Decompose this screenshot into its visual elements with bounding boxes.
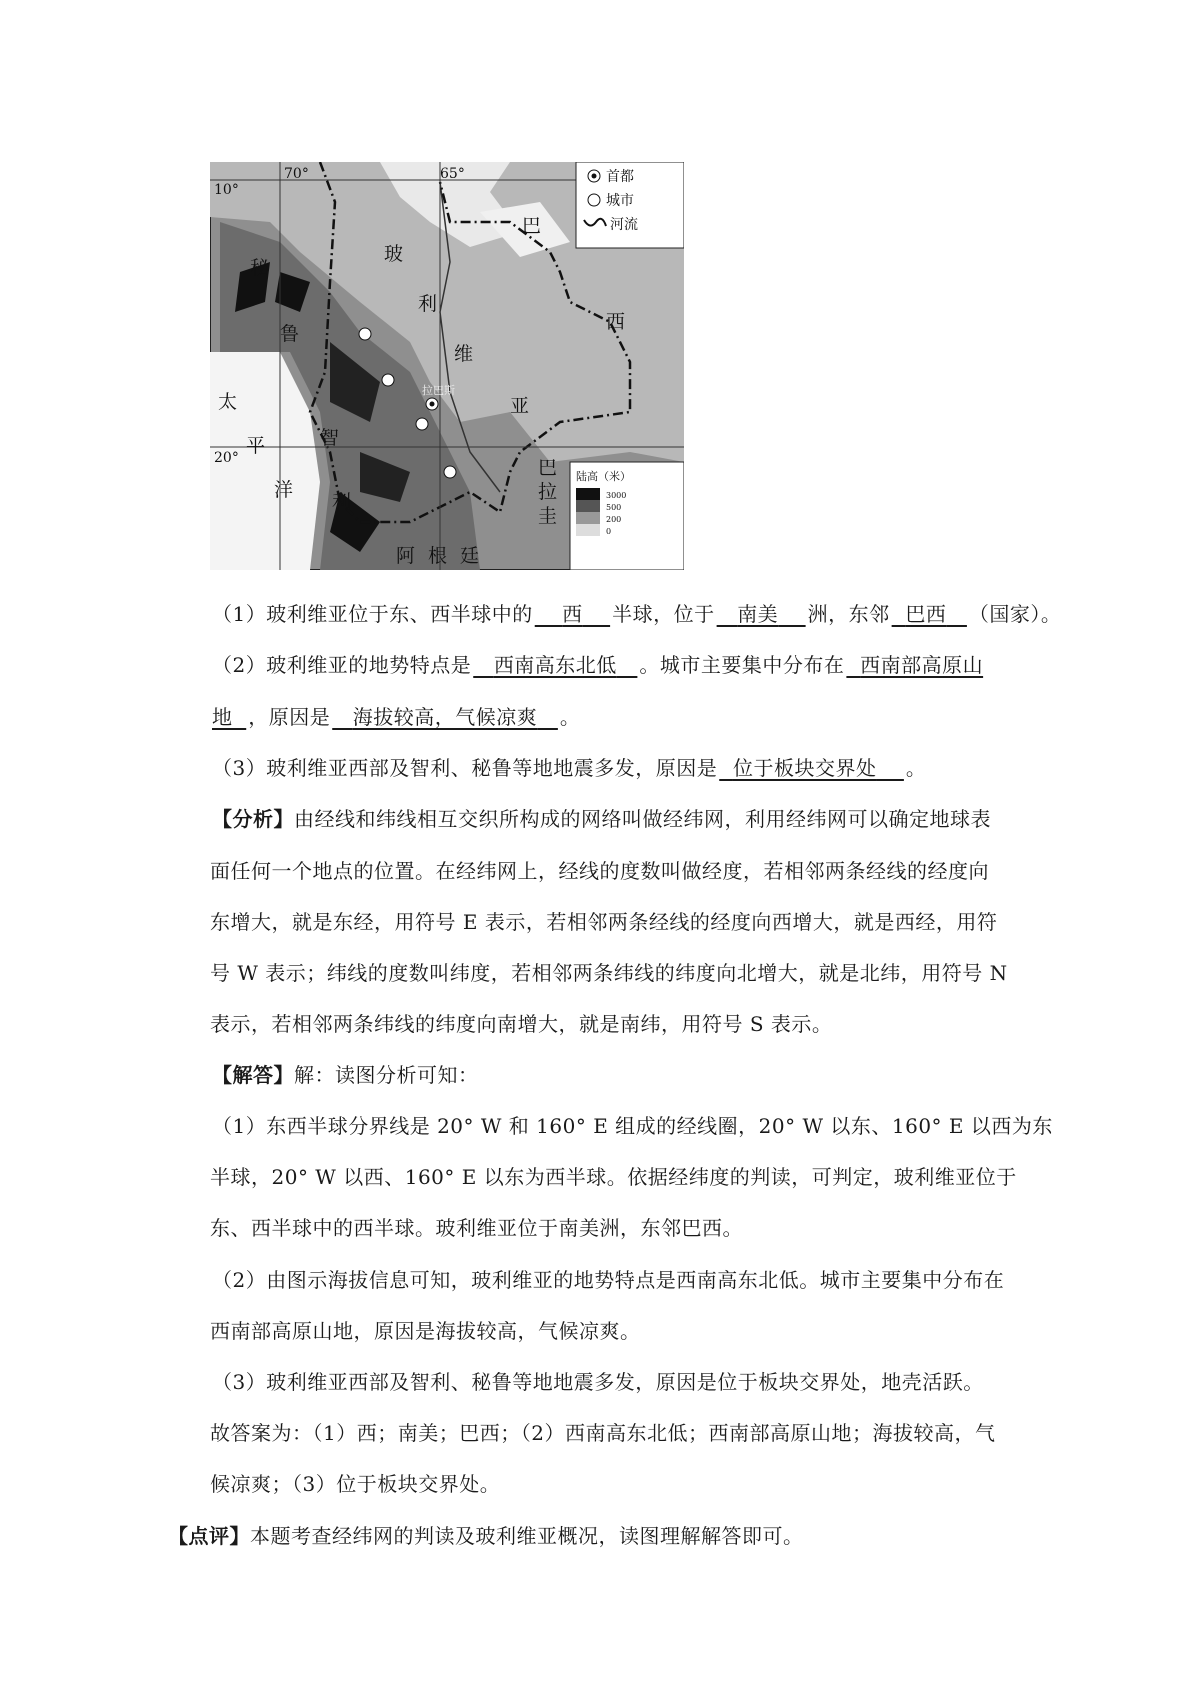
label-peru-2: 鲁 [280,323,300,345]
label-bolivia-3: 维 [454,343,474,365]
solution-line-2: 半球，20° W 以西、160° E 以东为西半球。依据经纬度的判读，可判定，玻利维亚位于 [210,1165,1017,1189]
label-bolivia-4: 亚 [510,395,530,417]
answer-city-distribution: 西南部高原山 [860,653,984,677]
question-2-line-1: （2）玻利维亚的地势特点是 西南高东北低 。城市主要集中分布在 西南部高原山 [212,653,984,677]
solution-line-7: 故答案为：（1）西；南美；巴西；（2）西南高东北低；西南部高原山地；海拔较高，气 [210,1421,996,1445]
elevation-level-200: 200 [606,515,622,524]
elevation-level-3000: 3000 [606,491,627,500]
city-marker [382,374,394,386]
label-peru-1: 秘 [250,257,270,279]
solution-tag: 【解答】 [212,1063,294,1087]
analysis-line-5: 表示，若相邻两条纬线的纬度向南增大，就是南纬，用符号 S 表示。 [210,1012,833,1036]
question-1: （1）玻利维亚位于东、西半球中的 西 半球，位于 南美 洲，东邻 巴西 （国家）。 [212,602,1062,626]
label-paraguay-2: 拉 [538,481,558,503]
analysis-line-4: 号 W 表示；纬线的度数叫纬度，若相邻两条纬线的纬度向北增大，就是北纬，用符号 N [210,961,1008,985]
comment-tag: 【点评】 [168,1524,250,1548]
elevation-level-0: 0 [606,527,612,536]
lon-label-65: 65° [440,166,465,182]
lat-label-20: 20° [214,450,239,466]
analysis-line-3: 东增大，就是东经，用符号 E 表示，若相邻两条经线的经度向西增大，就是西经，用符 [210,910,998,934]
label-brazil-1: 巴 [522,215,542,237]
solution-line-6: （3）玻利维亚西部及智利、秘鲁等地地震多发，原因是位于板块交界处，地壳活跃。 [212,1370,984,1394]
question-2-line-2: 地 ，原因是 海拔较高，气候凉爽 。 [212,705,581,729]
label-argentina-2: 根 [428,545,448,567]
label-pacific-3: 洋 [274,479,294,501]
analysis-tag: 【分析】 [212,807,294,831]
answer-hemisphere: 西 [562,602,583,626]
label-paraguay-3: 圭 [538,505,558,527]
analysis-line-2: 面任何一个地点的位置。在经纬网上，经线的度数叫做经度，若相邻两条经线的经度向 [210,859,989,883]
solution-line-5: 西南部高原山地，原因是海拔较高，气候凉爽。 [210,1319,641,1343]
label-argentina-1: 阿 [396,545,416,567]
answer-reason: 海拔较高，气候凉爽 [352,705,538,729]
label-argentina-3: 廷 [460,545,480,567]
bolivia-map [210,162,684,570]
city-marker [359,328,371,340]
label-pacific-2: 平 [246,435,266,457]
label-paraguay-1: 巴 [538,457,558,479]
legend-river: 河流 [610,217,638,233]
answer-continent: 南美 [737,602,779,626]
city-legend-icon [588,194,600,206]
answer-terrain: 西南高东北低 [493,653,617,677]
lat-label-10: 10° [214,182,239,198]
comment: 【点评】本题考查经纬网的判读及玻利维亚概况，读图理解解答即可。 [168,1524,804,1548]
label-bolivia-2: 利 [418,293,438,315]
answer-earthquake-cause: 位于板块交界处 [732,756,877,780]
question-3: （3）玻利维亚西部及智利、秘鲁等地地震多发，原因是 位于板块交界处 。 [212,756,927,780]
elevation-title: 陆高（米） [576,470,631,483]
capital-label: 拉巴斯 [422,384,455,397]
label-chile-1: 智 [320,427,340,449]
solution-line-1: （1）东西半球分界线是 20° W 和 160° E 组成的经线圈，20° W 以东、160° E 以西为东 [212,1114,1053,1138]
city-marker [416,418,428,430]
label-brazil-2: 西 [606,311,626,333]
elevation-level-500: 500 [606,503,622,512]
solution-intro: 【解答】解：读图分析可知： [212,1063,479,1087]
lon-label-70: 70° [284,166,309,182]
legend-capital: 首都 [606,169,634,185]
label-pacific-1: 太 [218,391,238,413]
solution-line-4: （2）由图示海拔信息可知，玻利维亚的地势特点是西南高东北低。城市主要集中分布在 [212,1268,1005,1292]
city-marker [444,466,456,478]
solution-line-8: 候凉爽；（3）位于板块交界处。 [210,1472,501,1496]
legend-city: 城市 [606,193,634,209]
label-chile-2: 利 [332,491,352,513]
analysis-line-1: 【分析】由经线和纬线相互交织所构成的网络叫做经纬网，利用经纬网可以确定地球表 [212,807,991,831]
answer-neighbor: 巴西 [905,602,947,626]
solution-line-3: 东、西半球中的西半球。玻利维亚位于南美洲，东邻巴西。 [210,1216,743,1240]
label-bolivia-1: 玻 [384,243,404,265]
